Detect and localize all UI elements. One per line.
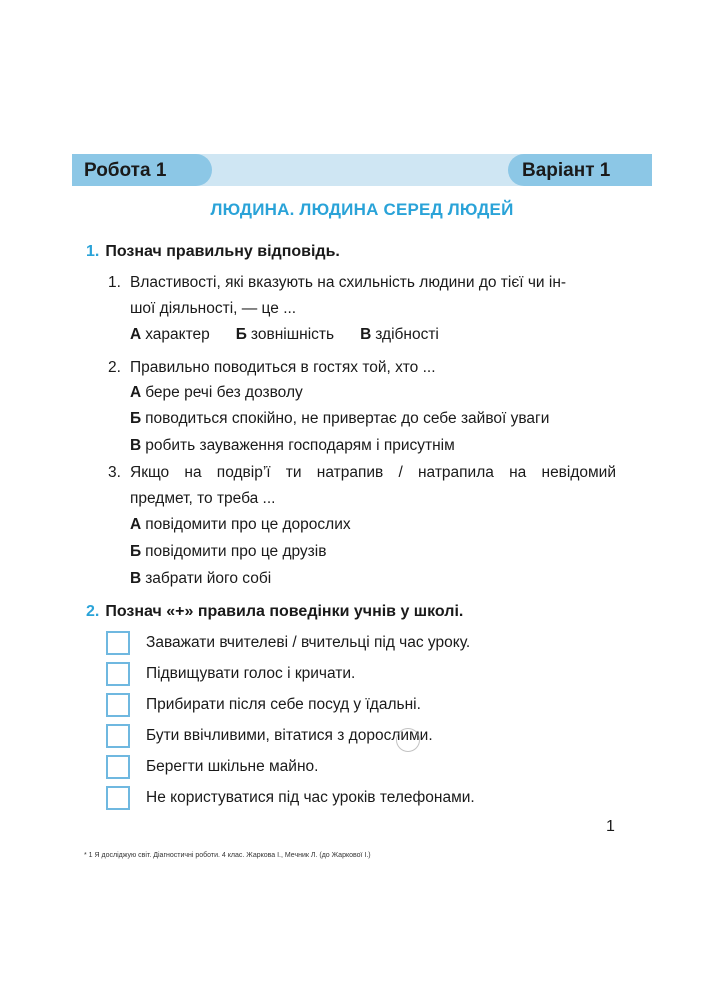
checklist-item-label: Бути ввічливими, вітатися з дорослими. (146, 727, 433, 744)
checklist-item (106, 754, 318, 780)
question-1-number: 1. (108, 274, 121, 291)
page-title: ЛЮДИНА. ЛЮДИНА СЕРЕД ЛЮДЕЙ (210, 200, 514, 219)
task-1-instruction: Познач правильну відповідь. (105, 243, 340, 260)
question-1-option-b[interactable]: Б зовнішність (235, 326, 335, 343)
footnote: * 1 Я досліджую світ. Діагностичні роботи. 4 клас. Жаркова І., Мечник Л. (до Жаркової І.) (84, 852, 371, 859)
task-1-heading (86, 243, 340, 261)
checkbox[interactable] (106, 662, 130, 686)
question-1-line2: шої діяльності, — це ... (130, 300, 297, 317)
checklist-item (106, 785, 475, 811)
checklist-item (106, 661, 355, 687)
question-1 (108, 270, 616, 322)
task-2-number: 2. (86, 603, 100, 620)
question-3-line2: предмет, то треба ... (130, 490, 276, 507)
question-1-option-a[interactable]: А характер (130, 326, 210, 343)
task-2-heading (86, 603, 463, 621)
checklist-item-label: Берегти шкільне майно. (146, 758, 319, 775)
task-1-number: 1. (86, 243, 100, 260)
question-1-line1: Властивості, які вказують на схильність людини до тієї чи ін- (130, 274, 567, 291)
checklist-item-label: Заважати вчителеві / вчительці під час уроку. (146, 634, 471, 651)
checkbox[interactable] (106, 693, 130, 717)
checklist-item-label: Не користуватися під час уроків телефонами. (146, 789, 475, 806)
checkbox[interactable] (106, 755, 130, 779)
checklist-item (106, 630, 470, 656)
checkbox[interactable] (106, 631, 130, 655)
checklist-item (106, 723, 433, 749)
question-3-option-a[interactable]: А повідомити про це дорослих (130, 516, 351, 533)
question-2-option-b[interactable]: Б поводиться спокійно, не привертає до себе зайвої уваги (130, 410, 550, 427)
pen-circle-mark (396, 728, 420, 752)
checkbox[interactable] (106, 786, 130, 810)
question-3-option-b[interactable]: Б повідомити про це друзів (130, 543, 327, 560)
work-label: Робота 1 (84, 160, 167, 181)
question-2-number: 2. (108, 359, 121, 376)
question-3 (108, 460, 616, 512)
question-3-number: 3. (108, 464, 121, 481)
page-number: 1 (606, 818, 615, 835)
question-1-option-c[interactable]: В здібності (360, 326, 439, 343)
work-tag (72, 154, 212, 186)
question-1-options (130, 322, 439, 348)
question-2 (108, 355, 616, 381)
variant-tag (508, 154, 652, 186)
checklist-item-label: Підвищувати голос і кричати. (146, 665, 356, 682)
checklist-item (106, 692, 421, 718)
question-3-line1: Якщо на подвір’ї ти натрапив / натрапила на невідомий (130, 464, 616, 481)
task-2-instruction: Познач «+» правила поведінки учнів у школі. (105, 603, 464, 620)
variant-label: Варіант 1 (522, 160, 611, 181)
question-2-text: Правильно поводиться в гостях той, хто ... (130, 359, 436, 376)
checkbox[interactable] (106, 724, 130, 748)
question-2-option-c[interactable]: В робить зауваження господарям і присутнім (130, 437, 455, 454)
question-2-option-a[interactable]: А бере речі без дозволу (130, 384, 303, 401)
question-3-option-c[interactable]: В забрати його собі (130, 570, 272, 587)
checklist-item-label: Прибирати після себе посуд у їдальні. (146, 696, 421, 713)
